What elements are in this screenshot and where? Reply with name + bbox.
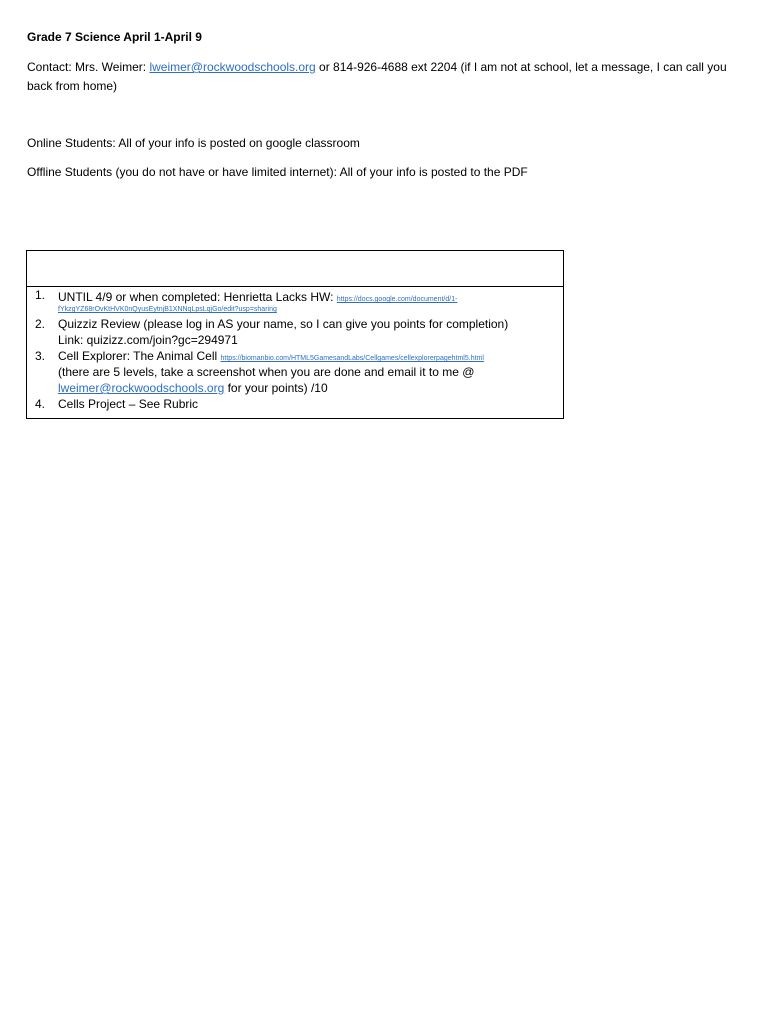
page-title: Grade 7 Science April 1-April 9: [27, 30, 202, 44]
task-text: Cell Explorer: The Animal Cell: [58, 349, 221, 363]
list-item: [27, 348, 563, 396]
task-text: Cells Project – See Rubric: [58, 397, 199, 411]
assignment-table: [26, 250, 564, 419]
offline-students-note: Offline Students (you do not have or have limited internet): All of your info is posted to the PDF: [27, 165, 528, 179]
homework-link[interactable]: https://docs.google.com/document/d/1-: [336, 296, 458, 303]
contact-line: [27, 58, 739, 96]
contact-email-link[interactable]: lweimer@rockwoodschools.org: [149, 60, 316, 74]
homework-link-continued[interactable]: fYkzgYZ68rOvKtHVK0nQyusEytnjB1XNNqLpsLqjGo/edit?usp=sharing: [58, 306, 277, 313]
list-number: 1.: [35, 288, 46, 302]
list-item: [27, 287, 563, 314]
contact-suffix: or 814-926-4688 ext 2204 (if I am not at school, let a message, I can call you back from home): [27, 60, 727, 93]
contact-prefix: Contact: Mrs. Weimer:: [27, 60, 150, 74]
online-students-note: Online Students: All of your info is posted on google classroom: [27, 136, 360, 150]
task-list: [27, 287, 563, 412]
list-number: 4.: [35, 397, 46, 411]
list-item: [27, 316, 563, 348]
task-text: Quizziz Review (please log in AS your name, so I can give you points for completion): [58, 317, 509, 331]
table-header-cell: [27, 251, 563, 287]
task-instructions: (there are 5 levels, take a screenshot when you are done and email it to me @: [58, 365, 475, 379]
list-number: 3.: [35, 349, 46, 363]
task-text: UNTIL 4/9 or when completed: Henrietta Lacks HW:: [58, 290, 337, 304]
cell-explorer-link[interactable]: https://biomanbio.com/HTML5GamesandLabs/Cellgames/cellexplorerpagehtml5.html: [220, 355, 484, 362]
list-number: 2.: [35, 317, 46, 331]
task-email-link[interactable]: lweimer@rockwoodschools.org: [58, 381, 225, 395]
task-points: for your points) /10: [224, 381, 328, 395]
task-link-text: Link: quizizz.com/join?gc=294971: [58, 333, 238, 347]
list-item: [27, 396, 563, 412]
